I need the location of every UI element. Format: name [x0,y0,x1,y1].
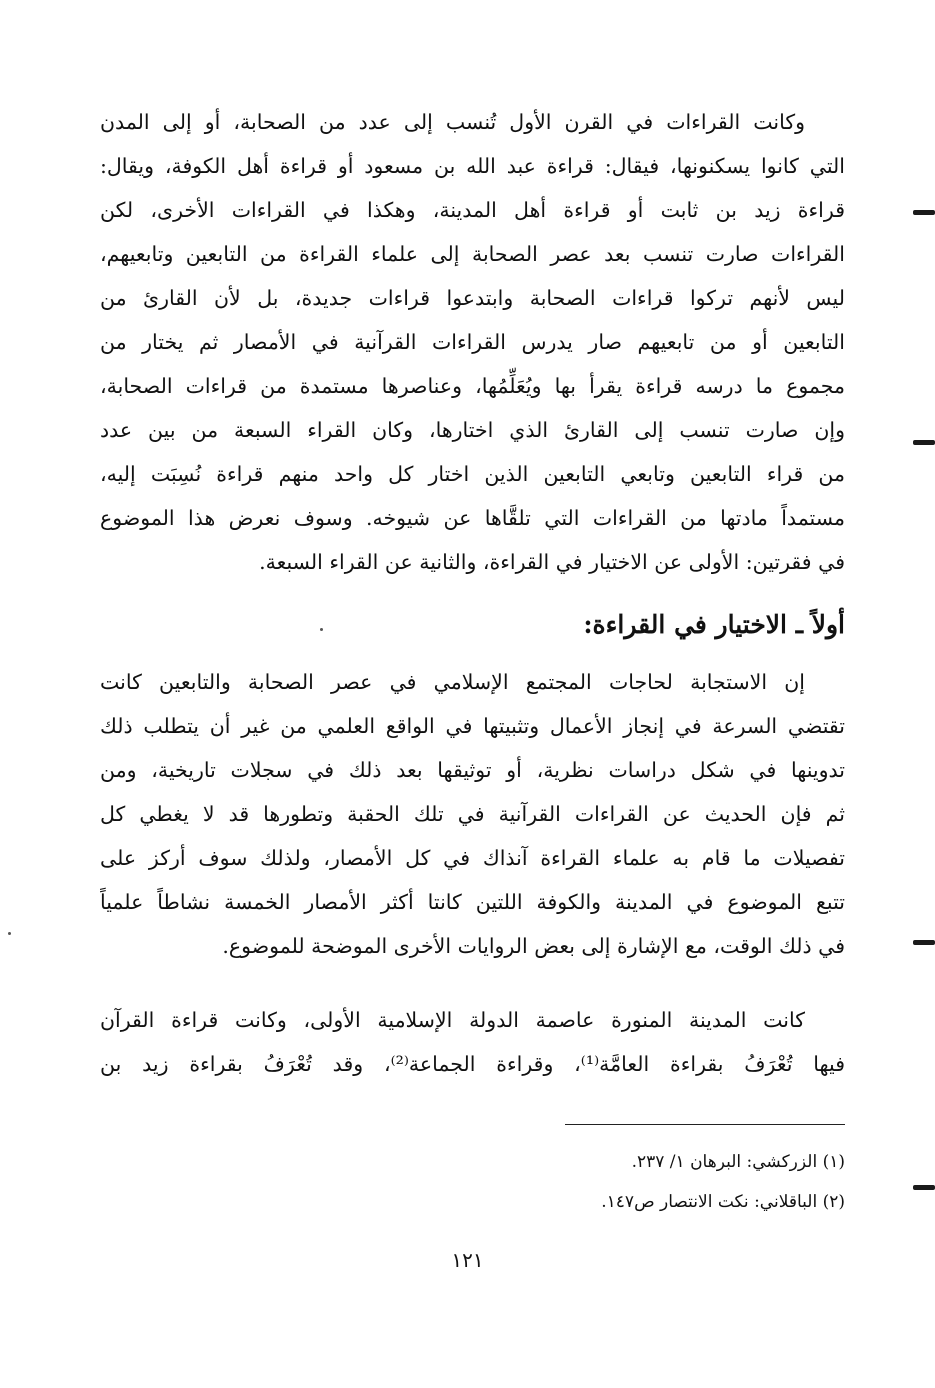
section-heading: أولاً ـ الاختيار في القراءة: [583,610,845,639]
text-line: القراءات صارت تنسب بعد عصر الصحابة إلى علماء القراءة من التابعين وتابعيهم، [100,242,845,266]
text-line: مستمداً مادتها من القراءات التي تلقَّاها عن شيوخه. وسوف نعرض هذا الموضوع [100,506,845,530]
text-line: تدوينها في شكل دراسات نظرية، أو توثيقها بعد ذلك في سجلات تاريخية، ومن [100,758,845,782]
text-line: فيها تُعْرَفُ بقراءة العامَّة⁽¹⁾، وقراءة الجماعة⁽²⁾، وقد تُعْرَفُ بقراءة زيد بن [100,1052,845,1076]
text-line: مجموع ما درسه قراءة يقرأ بها ويُعَلِّمُها، وعناصرها مستمدة من قراءات الصحابة، [100,374,845,398]
binding-mark [913,1185,935,1190]
footnote-separator [565,1124,845,1125]
text-line: التابعين أو من تابعيهم صار يدرس القراءات القرآنية في الأمصار ثم يختار من [100,330,845,354]
page-number: ١٢١ [451,1248,484,1272]
text-line: من قراء التابعين وتابعي التابعين الذين اختار كل واحد منهم قراءة نُسِبَت إليه، [100,462,845,486]
text-line: كانت المدينة المنورة عاصمة الدولة الإسلامية الأولى، وكانت قراءة القرآن [100,1008,805,1032]
footnote-2: (٢) الباقلاني: نكت الانتصار ص١٤٧. [601,1192,845,1212]
paragraph-2 [100,660,845,968]
paragraph-3 [100,998,845,1086]
text-line: تقتضي السرعة في إنجاز الأعمال وتثبيتها في الواقع العلمي من غير أن يتطلب ذلك [100,714,845,738]
text-line: تتبع الموضوع في المدينة والكوفة اللتين كانتا أكثر الأمصار الخمسة نشاطاً علمياً [100,890,845,914]
binding-mark [913,940,935,945]
text-line: إن الاستجابة لحاجات المجتمع الإسلامي في عصر الصحابة والتابعين كانت [100,670,805,694]
paragraph-1 [100,100,845,584]
text-line: قراءة زيد بن ثابت أو قراءة أهل المدينة، وهكذا في القراءات الأخرى، لكن [100,198,845,222]
text-line: في فقرتين: الأولى عن الاختيار في القراءة، والثانية عن القراء السبعة. [259,550,845,574]
scan-speck [320,628,323,631]
text-line: في ذلك الوقت، مع الإشارة إلى بعض الروايات الأخرى الموضحة للموضوع. [222,934,845,958]
text-line: ثم فإن الحديث عن القراءات القرآنية في تلك الحقبة وتطورها قد لا يغطي كل [100,802,845,826]
binding-mark [913,440,935,445]
text-line: تفصيلات ما قام به علماء القراءة آنذاك في كل الأمصار، ولذلك سوف أركز على [100,846,845,870]
footnotes [345,1142,845,1222]
text-line: التي كانوا يسكنونها، فيقال: قراءة عبد الله بن مسعود أو قراءة أهل الكوفة، ويقال: [100,154,845,178]
text-line: وكانت القراءات في القرن الأول تُنسب إلى عدد من الصحابة، أو إلى المدن [100,110,805,134]
text-line: ليس لأنهم تركوا قراءات الصحابة وابتدعوا قراءات جديدة، بل لأن القارئ من [100,286,845,310]
binding-mark [913,210,935,215]
footnote-1: (١) الزركشي: البرهان ١/ ٢٣٧. [631,1152,845,1172]
scan-speck [8,932,11,935]
text-line: وإن صارت تنسب إلى القارئ الذي اختارها، وكان القراء السبعة من بين عدد [100,418,845,442]
